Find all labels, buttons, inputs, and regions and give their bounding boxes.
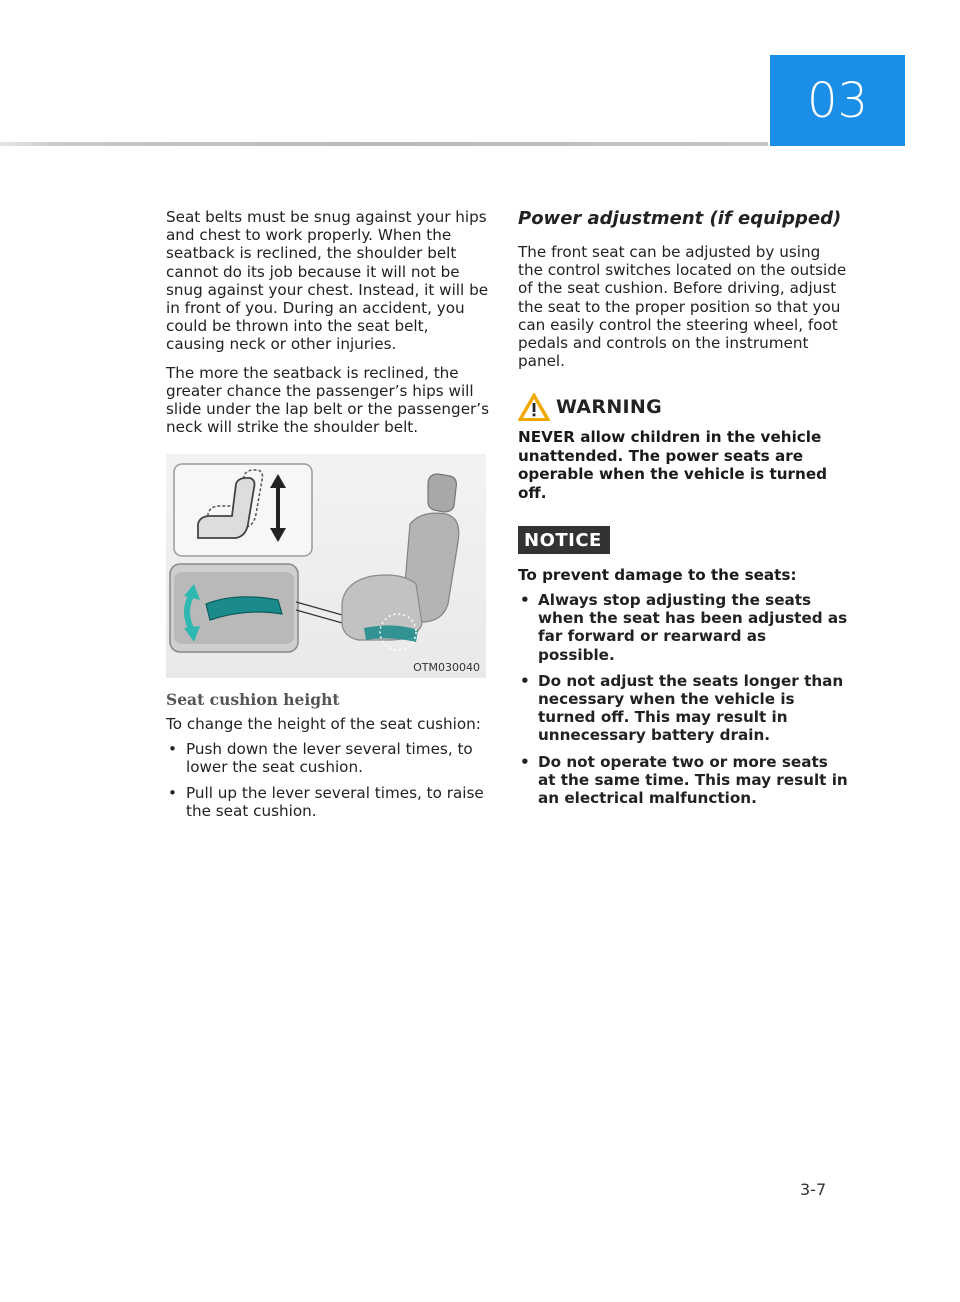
list-item: • Do not operate two or more seats at the same time. This may result in an electrical malfunction. bbox=[520, 752, 848, 807]
section-title-power-adjustment: Power adjustment (if equipped) bbox=[518, 208, 842, 229]
chapter-tab bbox=[770, 55, 905, 146]
bullet-icon: • bbox=[520, 590, 530, 609]
left-column bbox=[166, 208, 490, 828]
warning-header bbox=[518, 392, 848, 422]
notice-list bbox=[518, 591, 848, 807]
header-rule bbox=[0, 142, 768, 146]
list-item: • Pull up the lever several times, to raise the seat cushion. bbox=[168, 784, 484, 821]
lever-icon bbox=[170, 564, 298, 652]
paragraph-seat-belts: Seat belts must be snug against your hips and chest to work properly. When the seatback is reclined, the shoulder belt cannot do its job because it will not be snug against your chest. Instead, it will be in front of you. During an accident, you could be thrown into the seat belt, causing neck or other injuries. bbox=[166, 208, 489, 354]
warning-text: NEVER allow children in the vehicle unattended. The power seats are operable when the vehicle is turned off. bbox=[518, 428, 828, 502]
bullet-icon: • bbox=[520, 671, 530, 690]
warning-triangle-icon bbox=[518, 392, 550, 422]
bullet-icon: • bbox=[520, 752, 530, 771]
notice-intro: To prevent damage to the seats: bbox=[518, 566, 797, 585]
figure-code: OTM030040 bbox=[413, 661, 480, 675]
bullet-icon: • bbox=[168, 784, 177, 803]
page-number: 3-7 bbox=[800, 1180, 827, 1199]
seat-cushion-steps bbox=[166, 740, 490, 821]
subheading-seat-cushion-height: Seat cushion height bbox=[166, 690, 340, 710]
bullet-icon: • bbox=[168, 739, 177, 758]
list-item: • Always stop adjusting the seats when the seat has been adjusted as far forward or rearward as possible. bbox=[520, 590, 848, 664]
seat-height-icon bbox=[174, 464, 312, 556]
warning-label: WARNING bbox=[556, 396, 663, 419]
notice-badge: NOTICE bbox=[518, 526, 610, 554]
seat-icon bbox=[342, 474, 459, 650]
intro-seat-cushion: To change the height of the seat cushion: bbox=[166, 715, 481, 734]
list-item: • Do not adjust the seats longer than necessary when the vehicle is turned off. This may result in unnecessary battery drain. bbox=[520, 671, 844, 745]
seat-illustration bbox=[166, 454, 486, 678]
right-column bbox=[518, 208, 848, 815]
seat-cushion-figure bbox=[166, 454, 486, 678]
list-item: • Push down the lever several times, to lower the seat cushion. bbox=[168, 739, 473, 776]
paragraph-recline: The more the seatback is reclined, the greater chance the passenger’s hips will slide under the lap belt or the passenger’s neck will strike the shoulder belt. bbox=[166, 363, 490, 437]
paragraph-power-adjustment: The front seat can be adjusted by using the control switches located on the outside of the seat cushion. Before driving, adjust the seat to the proper position so that you can easily control the steering wheel, foot pedals and controls on the instrument panel. bbox=[518, 243, 847, 371]
chapter-number: 03 bbox=[806, 72, 869, 129]
